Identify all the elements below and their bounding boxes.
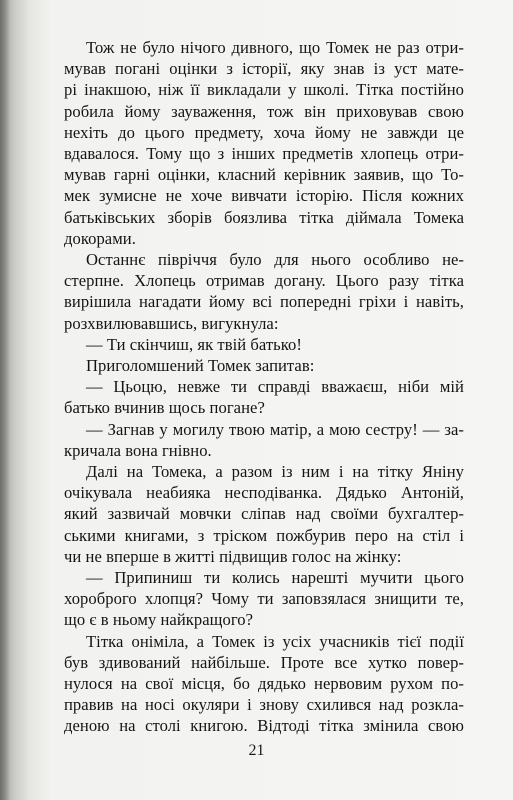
text-line: докорами.: [64, 228, 136, 248]
text-line: мував погані оцінки з історії, яку знав із уст мате-: [64, 59, 464, 79]
text-line: очікувала неабияка несподіванка. Дядько Антоній,: [64, 483, 464, 503]
text-line: що є в ньому найкращого?: [64, 610, 254, 630]
text-line: Приголомшений Томек запитав:: [86, 356, 315, 375]
text-line: вдавалося. Тому що з інших предметів хлопець отри-: [64, 144, 464, 163]
text-line: чи не вперше в житті підвищив голос на жінку:: [64, 546, 402, 566]
text-line: був здивований найбільше. Проте все хутко повер-: [64, 652, 464, 672]
text-line: мував гарні оцінки, класний керівник заявив, що То-: [64, 165, 464, 185]
text-line: мек зумисне не хоче вивчати історію. Після кожних: [64, 186, 464, 206]
text-line: — Цьоцю, невже ти справді вважаєш, ніби мій: [86, 377, 464, 397]
text-line: хороброго хлопця? Чому ти заповзялася знищити те,: [64, 589, 464, 609]
page-number: 21: [248, 742, 265, 759]
text-line: вирішила нагадати йому всі попередні гріхи і навіть,: [64, 292, 464, 312]
binding-shadow: [0, 0, 10, 800]
text-line: — Ти скінчиш, як твій батько!: [86, 334, 302, 354]
text-line: кричала вона гнівно.: [64, 440, 212, 460]
text-line: — Загнав у могилу твою матір, а мою сестру! — за-: [86, 419, 464, 439]
text-line: Останнє півріччя було для нього особливо не-: [86, 250, 464, 269]
text-line: нулося на свої місця, бо дядько нервовим рухом по-: [64, 674, 464, 693]
text-line: стерпне. Хлопець отримав догану. Цього разу тітка: [64, 271, 464, 291]
text-line: Тітка оніміла, а Томек із усіх учасників тієї події: [86, 631, 464, 651]
text-line: батьківських зборів боязлива тітка діймала Томека: [64, 207, 464, 227]
text-line: нехіть до цього предмету, хоча йому не завжди це: [64, 122, 464, 142]
text-line: який зазвичай мовчки сліпав над своїми бухгалтер-: [64, 504, 464, 524]
text-line: розхвилювавшись, вигукнула:: [64, 313, 279, 333]
text-line: батько вчинив щось погане?: [64, 398, 265, 418]
text-line: ськими книгами, з тріском пожбурив перо на стіл і: [64, 525, 464, 545]
text-line: — Припиниш ти колись нарешті мучити цього: [86, 568, 464, 587]
text-line: Тож не було нічого дивного, що Томек не раз отри-: [86, 38, 464, 57]
text-line: деною на столі книгою. Відтоді тітка змінила свою: [64, 716, 464, 736]
text-line: робила йому зауваження, тож він приховував свою: [64, 101, 464, 121]
text-line: Далі на Томека, а разом із ним і на тітку Яніну: [86, 462, 464, 481]
text-line: правив на носі окуляри і знову схилився над розкла-: [64, 695, 464, 715]
text-line: рі інакшою, ніж її викладали у школі. Тітка постійно: [64, 80, 464, 100]
